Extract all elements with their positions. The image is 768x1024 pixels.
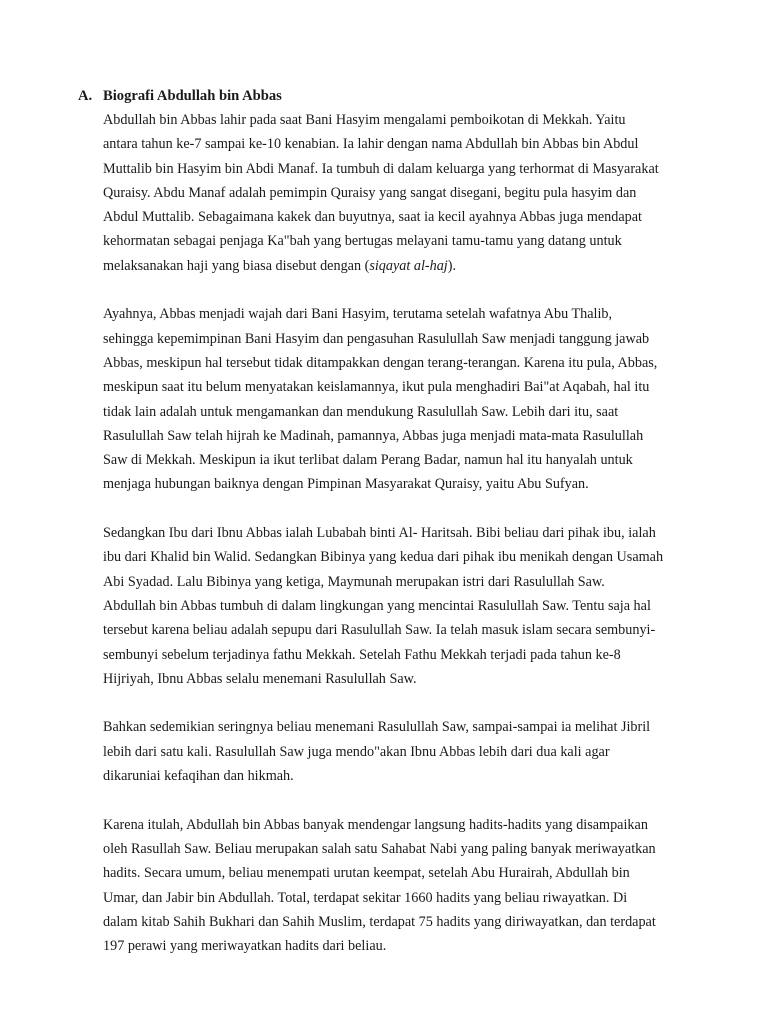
text-line: Abi Syadad. Lalu Bibinya yang ketiga, Maymunah merupakan istri dari Rasulullah Saw.	[103, 573, 605, 590]
text-line: 197 perawi yang meriwayatkan hadits dari beliau.	[103, 938, 387, 955]
text-line: Saw di Mekkah. Meskipun ia ikut terlibat dalam Perang Badar, namun hal itu hanyalah untuk	[103, 452, 633, 469]
text-line: hadits. Secara umum, beliau menempati urutan keempat, setelah Abu Hurairah, Abdullah bin	[103, 865, 630, 882]
text-line: Karena itulah, Abdullah bin Abbas banyak mendengar langsung hadits-hadits yang disampaikan	[103, 816, 648, 833]
section-letter: A.	[78, 88, 93, 104]
text-line: menjaga hubungan baiknya dengan Pimpinan Masyarakat Quraisy, yaitu Abu Sufyan.	[103, 476, 589, 493]
text-line: Quraisy. Abdu Manaf adalah pemimpin Quraisy yang sangat disegani, begitu pula hasyim dan	[103, 184, 637, 201]
text-line: lebih dari satu kali. Rasulullah Saw juga mendo"akan Ibnu Abbas lebih dari dua kali agar	[103, 743, 610, 760]
text-line: Abbas, meskipun hal tersebut tidak ditampakkan dengan terang-terangan. Karena itu pula, Abbas,	[103, 354, 658, 371]
paragraph	[103, 302, 673, 496]
paragraph-gap	[103, 497, 673, 521]
document-body	[103, 108, 673, 958]
section-heading	[78, 84, 282, 108]
paragraph	[103, 521, 673, 691]
text-line: meskipun saat itu belum menyatakan keislamannya, ikut pula menghadiri Bai"at Aqabah, hal itu	[103, 379, 650, 396]
paragraph	[103, 715, 673, 788]
text-line: kehormatan sebagai penjaga Ka"bah yang bertugas melayani tamu-tamu yang datang untuk	[103, 233, 622, 250]
text-line: Abdullah bin Abbas lahir pada saat Bani Hasyim mengalami pemboikotan di Mekkah. Yaitu	[103, 112, 626, 128]
paragraph-gap	[103, 691, 673, 715]
text-line: oleh Rasullah Saw. Beliau merupakan salah satu Sahabat Nabi yang paling banyak meriwayatkan	[103, 840, 656, 857]
text-line: dikaruniai kefaqihan dan hikmah.	[103, 768, 294, 785]
text-line: sembunyi sebelum terjadinya fathu Mekkah. Setelah Fathu Mekkah terjadi pada tahun ke-8	[103, 646, 621, 663]
paragraph-gap	[103, 278, 673, 302]
text-line: Hijriyah, Ibnu Abbas selalu menemani Rasulullah Saw.	[103, 670, 417, 687]
text-line: sehingga kepemimpinan Bani Hasyim dan pengasuhan Rasulullah Saw menjadi tanggung jawab	[103, 330, 650, 347]
text-line: Umar, dan Jabir bin Abdullah. Total, terdapat sekitar 1660 hadits yang beliau riwayatkan. Di	[103, 889, 628, 906]
paragraph	[103, 813, 673, 959]
text-line: antara tahun ke-7 sampai ke-10 kenabian. Ia lahir dengan nama Abdullah bin Abbas bin Abdul	[103, 136, 639, 153]
text-line: ibu dari Khalid bin Walid. Sedangkan Bibinya yang kedua dari pihak ibu menikah dengan Usamah	[103, 549, 664, 566]
section-title: Biografi Abdullah bin Abbas	[103, 88, 282, 104]
text-line: Muttalib bin Hasyim bin Abdi Manaf. Ia tumbuh di dalam keluarga yang terhormat di Masyarakat	[103, 160, 659, 177]
text-line: Bahkan sedemikian seringnya beliau menemani Rasulullah Saw, sampai-sampai ia melihat Jibril	[103, 719, 651, 736]
paragraph-gap	[103, 788, 673, 812]
text-line: Rasulullah Saw telah hijrah ke Madinah, pamannya, Abbas juga menjadi mata-mata Rasulullah	[103, 427, 644, 444]
text-line: dalam kitab Sahih Bukhari dan Sahih Muslim, terdapat 75 hadits yang diriwayatkan, dan terdapat	[103, 913, 656, 930]
paragraph	[103, 108, 673, 278]
italic-term: siqayat al-haj	[369, 257, 448, 274]
text-line: Ayahnya, Abbas menjadi wajah dari Bani Hasyim, terutama setelah wafatnya Abu Thalib,	[103, 306, 613, 323]
text-fragment: melaksanakan haji yang biasa disebut dengan (	[103, 257, 370, 274]
text-fragment: ).	[447, 257, 457, 274]
text-line	[103, 254, 673, 278]
text-line: Sedangkan Ibu dari Ibnu Abbas ialah Lubabah binti Al- Haritsah. Bibi beliau dari pihak ibu, ialah	[103, 525, 656, 542]
text-line: tersebut karena beliau adalah sepupu dari Rasulullah Saw. Ia telah masuk islam secara sembunyi-	[103, 622, 656, 639]
text-line: Abdullah bin Abbas tumbuh di dalam lingkungan yang mencintai Rasulullah Saw. Tentu saja hal	[103, 597, 651, 614]
text-line: Abdul Muttalib. Sebagaimana kakek dan buyutnya, saat ia kecil ayahnya Abbas juga mendapat	[103, 209, 642, 226]
text-line: tidak lain adalah untuk mengamankan dan mendukung Rasulullah Saw. Lebih dari itu, saat	[103, 403, 619, 420]
